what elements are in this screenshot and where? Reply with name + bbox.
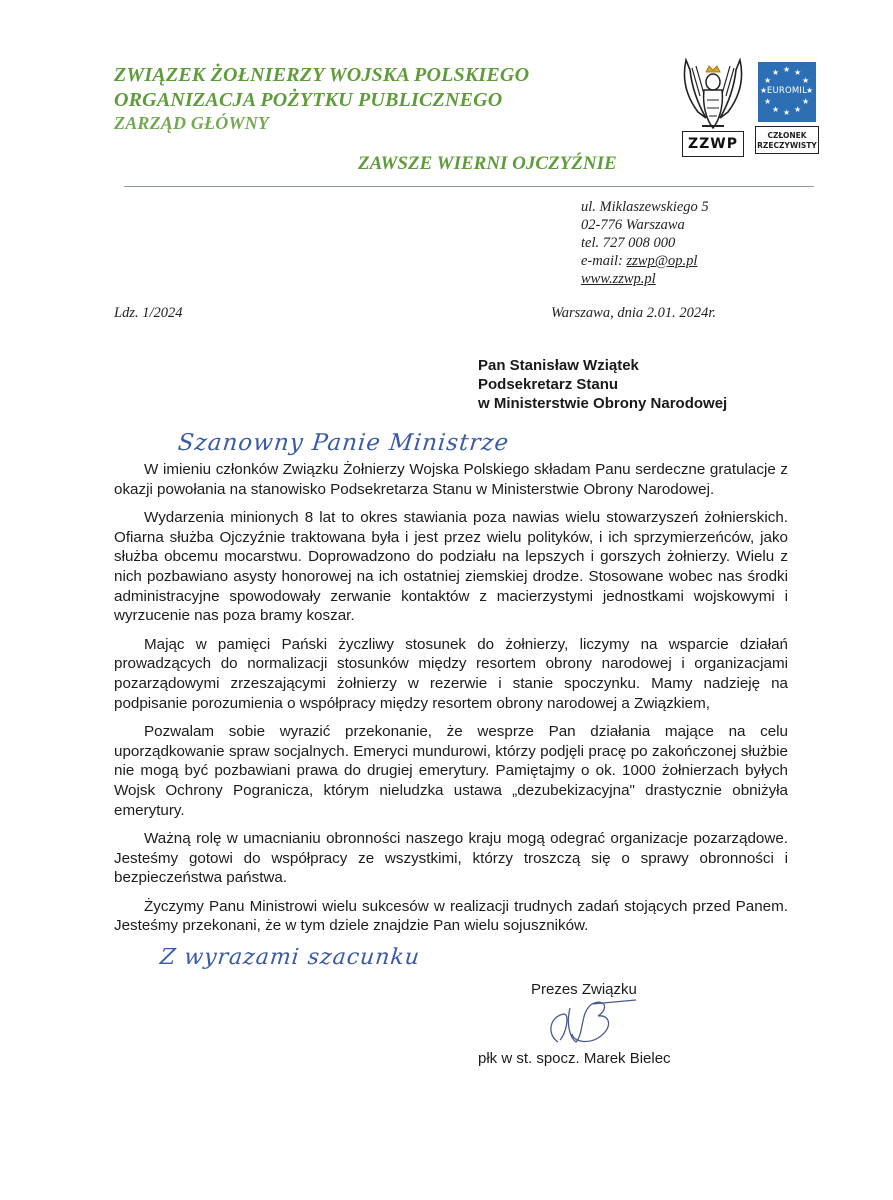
signatory-name: płk w st. spocz. Marek Bielec <box>478 1050 671 1067</box>
eu-star-icon: ★ <box>783 108 791 117</box>
website-link[interactable]: www.zzwp.pl <box>581 271 656 287</box>
eu-star-icon: ★ <box>760 86 768 95</box>
reference-number: Ldz. 1/2024 <box>114 305 183 321</box>
handwritten-salutation: Szanowny Panie Ministrze <box>176 430 511 456</box>
euromil-logo <box>758 62 816 122</box>
address-city: 02-776 Warszawa <box>581 217 685 233</box>
body-paragraph: Życzymy Panu Ministrowi wielu sukcesów w realizacji trudnych zadań stojących przed Panem. Jesteśmy przekonani, że w tym dziele znajdzie Pan wielu sojuszników. <box>114 897 788 935</box>
member-badge <box>755 126 819 154</box>
recipient-block <box>478 356 727 413</box>
email-label: e-mail: <box>581 253 627 269</box>
address-email-line <box>581 253 697 270</box>
header-divider <box>124 186 814 187</box>
body-paragraph: W imieniu członków Związku Żołnierzy Wojska Polskiego składam Panu serdeczne gratulacje z okazji powołania na stanowisko Podsekretarza Stanu w Ministerstwie Obrony Narodowej. <box>114 461 788 498</box>
body-paragraph: Pozwalam sobie wyrazić przekonanie, że wesprze Pan działania mające na celu uporządkowanie spraw socjalnych. Emeryci mundurowi, którzy podjęli pracę po zakończonej służbie nie mogą być pozbawiani prawa do drugiej emerytury. Pamiętajmy o ok. 1000 żołnierzach byłych Wojsk Ochrony Pogranicza, którym nieludzka ustawa „dezubekizacyjna" drastycznie obniżyła emerytury. <box>114 723 788 819</box>
org-board: ZARZĄD GŁÓWNY <box>114 113 270 133</box>
recipient-title: Podsekretarz Stanu <box>478 376 619 393</box>
eu-star-icon: ★ <box>806 86 814 95</box>
address-phone: tel. 727 008 000 <box>581 235 676 251</box>
org-motto: ZAWSZE WIERNI OJCZYŹNIE <box>358 153 617 174</box>
body-paragraph: Ważną rolę w umacnianiu obronności naszego kraju mogą odegrać organizacje pozarządowe. Jesteśmy gotowi do współpracy ze wszystkimi, którzy troszczą się o sprawy obronności i bezpieczeństwa państwa. <box>114 830 788 887</box>
signatory-title: Prezes Związku <box>531 981 637 998</box>
body-paragraph: Wydarzenia minionych 8 lat to okres stawiania poza nawias wielu stowarzyszeń żołnierskich. Ofiarna służba Ojczyźnie traktowana była i jest przez wielu polityków, i ich sprzymierzeńców, jako służba obcemu mocarstwu. Doprowadzono do podziału na lepszych i gorszych żołnierzy. Wielu z nich pozbawiano asysty honorowej na ich ostatniej ziemskiej drodze. Stosowane wobec nas środki administracyjne spowodowały zerwanie kontaktów z macierzystymi jednostkami wojskowymi i wyrzucenie nas poza bramy koszar. <box>114 509 788 625</box>
eu-star-icon: ★ <box>794 105 802 114</box>
body-paragraph: Mając w pamięci Pański życzliwy stosunek do żołnierzy, liczymy na wsparcie działań prowadzących do normalizacji stosunków między resortem obrony narodowej i organizacjami pozarządowymi zrzeszającymi żołnierzy w rezerwie i stanie spoczynku. Mamy nadzieję na podpisanie porozumienia o współpracy między resortem obrony narodowej a Związkiem, <box>114 635 788 712</box>
eu-star-icon: ★ <box>802 97 810 106</box>
org-type: ORGANIZACJA POŻYTKU PUBLICZNEGO <box>114 89 503 111</box>
euromil-label: EUROMIL <box>766 86 808 96</box>
eu-star-icon: ★ <box>764 97 772 106</box>
eu-star-icon: ★ <box>772 68 780 77</box>
member-line1: CZŁONEK <box>767 131 807 140</box>
eu-star-icon: ★ <box>764 76 772 85</box>
org-name: ZWIĄZEK ŻOŁNIERZY WOJSKA POLSKIEGO <box>114 64 530 86</box>
eu-star-icon: ★ <box>794 68 802 77</box>
letter-date: Warszawa, dnia 2.01. 2024r. <box>551 305 717 321</box>
signature-scribble-icon <box>540 994 640 1050</box>
email-link[interactable]: zzwp@op.pl <box>626 253 698 269</box>
member-line2: RZECZYWISTY <box>757 141 817 150</box>
recipient-name: Pan Stanisław Wziątek <box>478 357 639 374</box>
eu-star-icon: ★ <box>802 76 810 85</box>
recipient-institution: w Ministerstwie Obrony Narodowej <box>478 395 728 412</box>
address-website-line <box>581 271 656 288</box>
eu-star-icon: ★ <box>783 65 791 74</box>
handwritten-closing: Z wyrazami szacunku <box>158 945 422 970</box>
eu-star-icon: ★ <box>772 105 780 114</box>
address-street: ul. Miklaszewskiego 5 <box>581 199 709 215</box>
zzwp-logo-label: ZZWP <box>682 131 744 157</box>
letter-body <box>114 460 788 945</box>
